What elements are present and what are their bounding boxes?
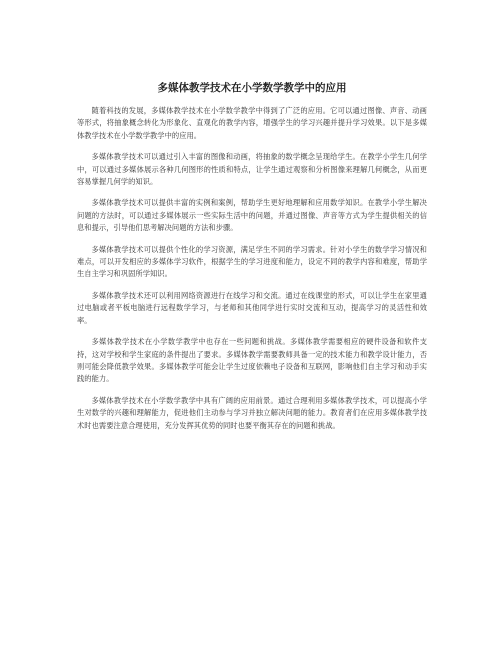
paragraph-conclusion: 多媒体教学技术在小学数学教学中具有广阔的应用前景。通过合理利用多媒体教学技术，可以提高小学生对数学的兴趣和理解能力，促进他们主动参与学习并独立解决问题的能力。教育者们在应用多媒体教学技术时也需要注意合理使用，充分发挥其优势的同时也要平衡其存在的问题和挑战。 <box>77 395 427 430</box>
document-body <box>77 81 427 441</box>
paragraph-examples-cases: 多媒体教学技术可以提供丰富的实例和案例，帮助学生更好地理解和应用数学知识。在教学小学生解决问题的方法时，可以通过多媒体展示一些实际生活中的问题，并通过图像、声音等方式为学生提供相关的信息和提示，引导他们思考解决问题的方法和步骤。 <box>77 198 427 233</box>
paragraph-online-learning: 多媒体教学技术还可以利用网络资源进行在线学习和交流。通过在线课堂的形式，可以让学生在家里通过电脑或者平板电脑进行远程数学学习，与老师和其他同学进行实时交流和互动，提高学习的灵活性和效率。 <box>77 290 427 325</box>
paragraph-images-animation: 多媒体教学技术可以通过引入丰富的图像和动画，将抽象的数学概念呈现给学生。在教学小学生几何学中，可以通过多媒体展示各种几何图形的性质和特点，让学生通过观察和分析图像来理解几何概念，从而更容易掌握几何学的知识。 <box>77 152 427 187</box>
paragraph-intro: 随着科技的发展，多媒体教学技术在小学数学教学中得到了广泛的应用。它可以通过图像、声音、动画等形式，将抽象概念转化为形象化、直观化的教学内容，增强学生的学习兴趣并提升学习效果。以下是多媒体教学技术在小学数学教学中的应用。 <box>77 106 427 140</box>
paragraph-problems-challenges: 多媒体教学技术在小学数学教学中也存在一些问题和挑战。多媒体教学需要相应的硬件设备和软件支持，这对学校和学生家庭的条件提出了要求。多媒体教学需要教师具备一定的技术能力和教学设计能力，否则可能会降低教学效果。多媒体教学可能会让学生过度依赖电子设备和互联网，影响他们自主学习和动手实践的能力。 <box>77 337 427 384</box>
paragraph-personalized-resources: 多媒体教学技术可以提供个性化的学习资源，满足学生不同的学习需求。针对小学生的数学学习情况和难点，可以开发相应的多媒体学习软件，根据学生的学习进度和能力，设定不同的教学内容和难度，帮助学生自主学习和巩固所学知识。 <box>77 244 427 279</box>
document-title: 多媒体教学技术在小学数学教学中的应用 <box>157 82 347 94</box>
